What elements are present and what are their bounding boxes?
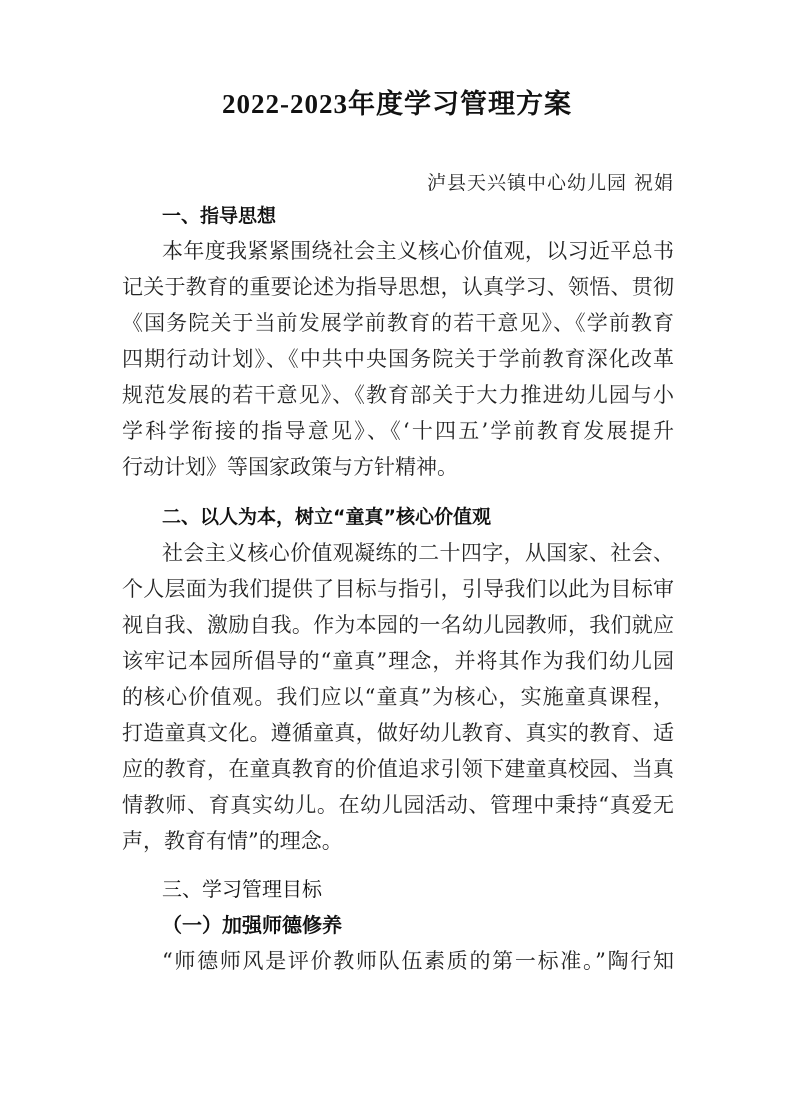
paragraph-line: 行动计划》等国家政策与方针精神。 bbox=[122, 455, 458, 479]
paragraph-line: 《国务院关于当前发展学前教育的若干意见》、《学前教育 bbox=[122, 311, 674, 335]
paragraph-line: 学科学衔接的指导意见》、《‘十四五’学前教育发展提升 bbox=[122, 419, 674, 443]
subsection-heading-ethics: （一）加强师德修养 bbox=[162, 913, 342, 937]
document-author: 泸县天兴镇中心幼儿园 祝娟 bbox=[426, 172, 674, 194]
document-title: 2022-2023年度学习管理方案 bbox=[222, 89, 572, 119]
paragraph-line: 记关于教育的重要论述为指导思想，认真学习、领悟、贯彻 bbox=[122, 275, 674, 299]
paragraph-line: 该牢记本园所倡导的“童真”理念，并将其作为我们幼儿园 bbox=[122, 649, 674, 673]
paragraph-line: 声，教育有情”的理念。 bbox=[122, 829, 343, 853]
paragraph-line: 本年度我紧紧围绕社会主义核心价值观，以习近平总书 bbox=[162, 239, 674, 263]
paragraph-line: 社会主义核心价值观凝练的二十四字，从国家、社会、 bbox=[162, 541, 674, 565]
paragraph-line: 四期行动计划》、《中共中央国务院关于学前教育深化改革 bbox=[122, 347, 674, 371]
paragraph-line: 视自我、激励自我。作为本园的一名幼儿园教师，我们就应 bbox=[122, 613, 674, 637]
paragraph-line: “师德师风是评价教师队伍素质的第一标准。”陶行知 bbox=[162, 949, 674, 973]
paragraph-line: 个人层面为我们提供了目标与指引，引导我们以此为目标审 bbox=[122, 577, 674, 601]
section-heading-learning-goals: 三、学习管理目标 bbox=[162, 877, 322, 901]
section-heading-core-values: 二、以人为本，树立“童真”核心价值观 bbox=[162, 506, 491, 528]
section-heading-guiding-thought: 一、指导思想 bbox=[162, 205, 277, 227]
paragraph-line: 的核心价值观。我们应以“童真”为核心，实施童真课程， bbox=[122, 685, 674, 709]
paragraph-line: 应的教育，在童真教育的价值追求引领下建童真校园、当真 bbox=[122, 757, 674, 781]
paragraph-line: 打造童真文化。遵循童真，做好幼儿教育、真实的教育、适 bbox=[122, 721, 674, 745]
paragraph-line: 情教师、育真实幼儿。在幼儿园活动、管理中秉持“真爱无 bbox=[122, 793, 674, 817]
paragraph-line: 规范发展的若干意见》、《教育部关于大力推进幼儿园与小 bbox=[122, 383, 674, 407]
